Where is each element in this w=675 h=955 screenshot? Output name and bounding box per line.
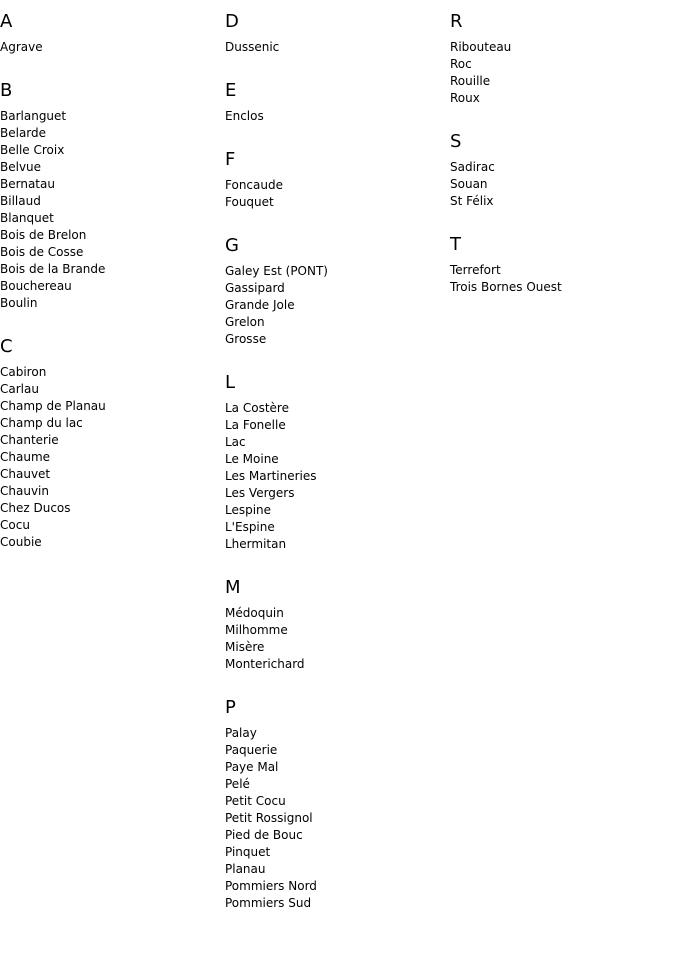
list-item[interactable]: Misère xyxy=(225,640,265,654)
list-item[interactable]: L'Espine xyxy=(225,520,275,534)
list-item[interactable]: Belvue xyxy=(0,160,42,174)
list-item[interactable]: Grande Jole xyxy=(225,298,295,312)
list-item[interactable]: Monterichard xyxy=(225,657,305,671)
letter-heading: G xyxy=(225,235,239,256)
list-item[interactable]: Cocu xyxy=(0,518,30,532)
list-item[interactable]: Chez Ducos xyxy=(0,501,71,515)
list-item[interactable]: Gassipard xyxy=(225,281,285,295)
list-item[interactable]: Pied de Bouc xyxy=(225,828,303,842)
letter-group-d xyxy=(225,10,450,56)
letter-heading: A xyxy=(0,11,13,32)
list-item[interactable]: Champ de Planau xyxy=(0,399,106,413)
letter-group-s xyxy=(450,130,675,210)
list-item[interactable]: Carlau xyxy=(0,382,39,396)
letter-group-g xyxy=(225,234,450,348)
entry-list xyxy=(0,108,225,312)
list-item[interactable]: Chauvet xyxy=(0,467,51,481)
list-item[interactable]: Belarde xyxy=(0,126,47,140)
list-item[interactable]: Pommiers Nord xyxy=(225,879,317,893)
list-item[interactable]: Boulin xyxy=(0,296,38,310)
letter-heading: B xyxy=(0,80,13,101)
list-item[interactable]: Les Vergers xyxy=(225,486,295,500)
letter-group-m xyxy=(225,576,450,673)
list-item[interactable]: Sadirac xyxy=(450,160,495,174)
list-item[interactable]: Paquerie xyxy=(225,743,278,757)
list-item[interactable]: Coubie xyxy=(0,535,42,549)
list-item[interactable]: Planau xyxy=(225,862,266,876)
letter-heading: F xyxy=(225,149,236,170)
list-item[interactable]: Belle Croix xyxy=(0,143,65,157)
letter-heading: M xyxy=(225,577,241,598)
list-item[interactable]: Lhermitan xyxy=(225,537,287,551)
list-item[interactable]: Bouchereau xyxy=(0,279,72,293)
entry-list xyxy=(225,177,450,211)
index-column-3 xyxy=(450,0,675,296)
list-item[interactable]: Pommiers Sud xyxy=(225,896,312,910)
index-column-1 xyxy=(0,0,225,551)
list-item[interactable]: Bois de Cosse xyxy=(0,245,84,259)
list-item[interactable]: Chaume xyxy=(0,450,51,464)
list-item[interactable]: Milhomme xyxy=(225,623,288,637)
list-item[interactable]: Fouquet xyxy=(225,195,274,209)
letter-heading: D xyxy=(225,11,239,32)
entry-list xyxy=(225,108,450,125)
list-item[interactable]: Dussenic xyxy=(225,40,280,54)
letter-group-t xyxy=(450,233,675,296)
entry-list xyxy=(450,262,675,296)
list-item[interactable]: Enclos xyxy=(225,109,264,123)
list-item[interactable]: Pelé xyxy=(225,777,250,791)
list-item[interactable]: La Fonelle xyxy=(225,418,286,432)
list-item[interactable]: Blanquet xyxy=(0,211,54,225)
list-item[interactable]: Souan xyxy=(450,177,488,191)
letter-heading: C xyxy=(0,336,13,357)
letter-heading: S xyxy=(450,131,462,152)
letter-heading: R xyxy=(450,11,463,32)
list-item[interactable]: Les Martineries xyxy=(225,469,317,483)
entry-list xyxy=(225,39,450,56)
list-item[interactable]: Lac xyxy=(225,435,246,449)
list-item[interactable]: Cabiron xyxy=(0,365,47,379)
letter-group-r xyxy=(450,10,675,107)
list-item[interactable]: Pinquet xyxy=(225,845,271,859)
list-item[interactable]: Petit Cocu xyxy=(225,794,286,808)
list-item[interactable]: Foncaude xyxy=(225,178,283,192)
letter-group-f xyxy=(225,148,450,211)
list-item[interactable]: Bernatau xyxy=(0,177,55,191)
letter-group-p xyxy=(225,696,450,912)
list-item[interactable]: Bois de Brelon xyxy=(0,228,87,242)
list-item[interactable]: Le Moine xyxy=(225,452,279,466)
list-item[interactable]: Terrefort xyxy=(450,263,501,277)
letter-group-l xyxy=(225,371,450,553)
list-item[interactable]: Médoquin xyxy=(225,606,284,620)
list-item[interactable]: Lespine xyxy=(225,503,272,517)
list-item[interactable]: Grelon xyxy=(225,315,265,329)
list-item[interactable]: Ribouteau xyxy=(450,40,512,54)
entry-list xyxy=(0,364,225,551)
index-column-2 xyxy=(225,0,450,912)
letter-heading: E xyxy=(225,80,237,101)
entry-list xyxy=(450,159,675,210)
letter-heading: L xyxy=(225,372,236,393)
list-item[interactable]: Chanterie xyxy=(0,433,59,447)
entry-list xyxy=(225,400,450,553)
list-item[interactable]: Petit Rossignol xyxy=(225,811,313,825)
list-item[interactable]: Chauvin xyxy=(0,484,49,498)
letter-group-a xyxy=(0,10,225,56)
list-item[interactable]: Agrave xyxy=(0,40,43,54)
letter-heading: T xyxy=(450,234,461,255)
list-item[interactable]: Galey Est (PONT) xyxy=(225,264,328,278)
entry-list xyxy=(450,39,675,107)
list-item[interactable]: Roux xyxy=(450,91,480,105)
list-item[interactable]: Paye Mal xyxy=(225,760,279,774)
letter-group-e xyxy=(225,79,450,125)
entry-list xyxy=(225,263,450,348)
letter-heading: P xyxy=(225,697,236,718)
entry-list xyxy=(0,39,225,56)
entry-list xyxy=(225,605,450,673)
letter-group-b xyxy=(0,79,225,312)
list-item[interactable]: Roc xyxy=(450,57,472,71)
list-item[interactable]: St Félix xyxy=(450,194,494,208)
list-item[interactable]: Barlanguet xyxy=(0,109,67,123)
list-item[interactable]: La Costère xyxy=(225,401,289,415)
list-item[interactable]: Billaud xyxy=(0,194,41,208)
letter-group-c xyxy=(0,335,225,551)
list-item[interactable]: Palay xyxy=(225,726,257,740)
list-item[interactable]: Rouille xyxy=(450,74,491,88)
list-item[interactable]: Trois Bornes Ouest xyxy=(450,280,562,294)
list-item[interactable]: Champ du lac xyxy=(0,416,83,430)
list-item[interactable]: Grosse xyxy=(225,332,267,346)
list-item[interactable]: Bois de la Brande xyxy=(0,262,106,276)
entry-list xyxy=(225,725,450,912)
